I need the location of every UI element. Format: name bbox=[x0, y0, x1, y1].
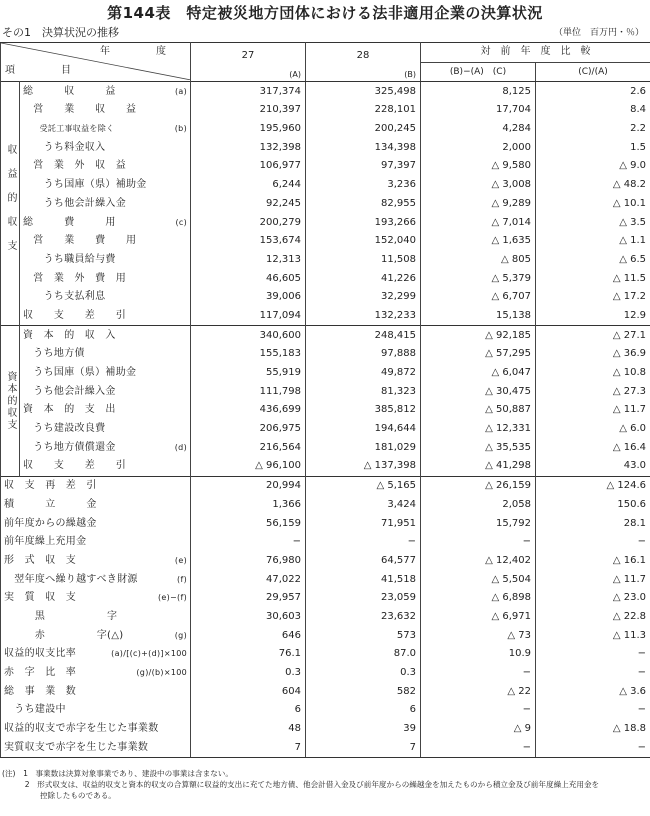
table-row bbox=[1, 457, 650, 476]
row-label bbox=[20, 438, 191, 457]
cell-a: 48 bbox=[191, 720, 306, 739]
cell-c: △ 7,014 bbox=[421, 213, 536, 232]
row-label bbox=[1, 701, 191, 720]
cell-r: △ 23.0 bbox=[536, 589, 650, 608]
table-row bbox=[1, 120, 650, 139]
cell-b: 32,299 bbox=[306, 288, 421, 307]
cell-b: 0.3 bbox=[306, 664, 421, 683]
row-label-text: 営 業 外 費 用 bbox=[23, 272, 126, 284]
table-row bbox=[1, 345, 650, 364]
row-label-text: 総 収 益 bbox=[23, 85, 116, 97]
cell-b: 39 bbox=[306, 720, 421, 739]
row-label-text: 営 業 収 益 bbox=[23, 104, 137, 116]
footnote-line: (注) 1 事業数は決算対象事業であり、建設中の事業は含まない。 bbox=[2, 769, 233, 778]
table-row bbox=[1, 364, 650, 383]
cell-r: △ 9.0 bbox=[536, 157, 650, 176]
cell-r: △ 11.7 bbox=[536, 401, 650, 420]
row-label bbox=[20, 138, 191, 157]
cell-a: 55,919 bbox=[191, 364, 306, 383]
cell-r: △ 3.6 bbox=[536, 682, 650, 701]
row-label-text: うち他会計繰入金 bbox=[23, 385, 116, 397]
row-label bbox=[20, 326, 191, 345]
page-title: 第144表 特定被災地方団体における法非適用企業の決算状況 bbox=[107, 4, 543, 22]
row-label-text: うち地方債償還金 bbox=[23, 441, 116, 453]
cell-c: 10.9 bbox=[421, 645, 536, 664]
table-row bbox=[1, 401, 650, 420]
cell-r: △ 11.7 bbox=[536, 570, 650, 589]
cell-r: △ 6.5 bbox=[536, 251, 650, 270]
cell-a: 0.3 bbox=[191, 664, 306, 683]
cell-a: − bbox=[191, 533, 306, 552]
cell-c: 8,125 bbox=[421, 82, 536, 101]
cell-r: − bbox=[536, 645, 650, 664]
cell-a: 210,397 bbox=[191, 101, 306, 120]
cell-a: 56,159 bbox=[191, 514, 306, 533]
row-label bbox=[1, 552, 191, 571]
row-label-text: 収 支 差 引 bbox=[23, 309, 126, 321]
cell-b: 3,424 bbox=[306, 496, 421, 515]
cell-r: 2.6 bbox=[536, 82, 650, 101]
cell-b: 3,236 bbox=[306, 176, 421, 195]
cell-a: 155,183 bbox=[191, 345, 306, 364]
table-row bbox=[1, 570, 650, 589]
table-row bbox=[1, 157, 650, 176]
cell-a: 1,366 bbox=[191, 496, 306, 515]
cell-a: 117,094 bbox=[191, 307, 306, 326]
row-label-text: 黒 字 bbox=[4, 610, 118, 622]
table-row bbox=[1, 608, 650, 627]
cell-r: 43.0 bbox=[536, 457, 650, 476]
cell-b: 97,397 bbox=[306, 157, 421, 176]
row-label-text: うち建設改良費 bbox=[23, 423, 106, 435]
header-diff: (B)−(A) (C) bbox=[421, 62, 536, 82]
cell-b: 41,518 bbox=[306, 570, 421, 589]
cell-a: 39,006 bbox=[191, 288, 306, 307]
row-label-text: 前年度繰上充用金 bbox=[4, 536, 87, 548]
settlement-table bbox=[0, 42, 650, 758]
group-label-revenue: 収益的収支 bbox=[1, 82, 20, 326]
table-row bbox=[1, 514, 650, 533]
cell-c: △ 9,289 bbox=[421, 195, 536, 214]
row-label bbox=[1, 720, 191, 739]
cell-a: 30,603 bbox=[191, 608, 306, 627]
table-row bbox=[1, 738, 650, 757]
cell-c: − bbox=[421, 701, 536, 720]
cell-r: △ 10.1 bbox=[536, 195, 650, 214]
row-label bbox=[20, 345, 191, 364]
cell-a: 76,980 bbox=[191, 552, 306, 571]
row-label-text: うち料金収入 bbox=[23, 141, 106, 153]
cell-r: △ 124.6 bbox=[536, 476, 650, 495]
cell-b: 582 bbox=[306, 682, 421, 701]
row-tag: (e)−(f) bbox=[157, 593, 187, 603]
table-row bbox=[1, 552, 650, 571]
row-label-text: うち国庫（県）補助金 bbox=[23, 367, 137, 379]
table-row bbox=[1, 213, 650, 232]
table-row bbox=[1, 682, 650, 701]
cell-r: △ 11.3 bbox=[536, 626, 650, 645]
cell-b: 194,644 bbox=[306, 420, 421, 439]
row-label bbox=[1, 608, 191, 627]
cell-c: 17,704 bbox=[421, 101, 536, 120]
cell-b: − bbox=[306, 533, 421, 552]
row-label bbox=[1, 533, 191, 552]
cell-c: △ 5,379 bbox=[421, 269, 536, 288]
row-label-text: 営 業 費 用 bbox=[23, 235, 137, 247]
cell-c: △ 41,298 bbox=[421, 457, 536, 476]
row-label bbox=[20, 157, 191, 176]
cell-c: △ 6,707 bbox=[421, 288, 536, 307]
cell-c: △ 30,475 bbox=[421, 382, 536, 401]
table-row bbox=[1, 288, 650, 307]
cell-r: △ 36.9 bbox=[536, 345, 650, 364]
cell-a: 200,279 bbox=[191, 213, 306, 232]
cell-a: 436,699 bbox=[191, 401, 306, 420]
cell-b: 23,632 bbox=[306, 608, 421, 627]
cell-a: 46,605 bbox=[191, 269, 306, 288]
cell-c: − bbox=[421, 738, 536, 757]
cell-c: △ 5,504 bbox=[421, 570, 536, 589]
row-label bbox=[1, 682, 191, 701]
row-label-text: 赤 字(△) bbox=[4, 629, 124, 641]
cell-c: △ 6,898 bbox=[421, 589, 536, 608]
row-label bbox=[20, 176, 191, 195]
table-row bbox=[1, 232, 650, 251]
row-label-text: うち建設中 bbox=[4, 704, 66, 716]
cell-c: − bbox=[421, 533, 536, 552]
row-tag: (d) bbox=[174, 442, 187, 452]
cell-c: 2,000 bbox=[421, 138, 536, 157]
table-row bbox=[1, 533, 650, 552]
row-label bbox=[20, 82, 191, 101]
table-row bbox=[1, 589, 650, 608]
row-label bbox=[20, 364, 191, 383]
row-label bbox=[20, 269, 191, 288]
header-diagonal-cell bbox=[1, 43, 191, 82]
row-label bbox=[1, 626, 191, 645]
cell-c: △ 12,402 bbox=[421, 552, 536, 571]
cell-r: − bbox=[536, 664, 650, 683]
table-row bbox=[1, 326, 650, 345]
row-label bbox=[1, 664, 191, 683]
cell-a: 12,313 bbox=[191, 251, 306, 270]
cell-r: 12.9 bbox=[536, 307, 650, 326]
cell-b: 152,040 bbox=[306, 232, 421, 251]
header-ratio: (C)/(A) bbox=[536, 62, 650, 82]
cell-a: 195,960 bbox=[191, 120, 306, 139]
footnote-line: 控除したものである。 bbox=[2, 791, 116, 800]
cell-r: △ 27.1 bbox=[536, 326, 650, 345]
cell-b: 132,233 bbox=[306, 307, 421, 326]
cell-r: △ 16.1 bbox=[536, 552, 650, 571]
cell-a: 20,994 bbox=[191, 476, 306, 495]
cell-r: − bbox=[536, 738, 650, 757]
cell-r: − bbox=[536, 533, 650, 552]
cell-c: △ 9 bbox=[421, 720, 536, 739]
row-label-text: 受託工事収益を除く bbox=[23, 124, 115, 134]
cell-b: 248,415 bbox=[306, 326, 421, 345]
row-label-text: うち地方債 bbox=[23, 348, 85, 360]
header-year2: 28 bbox=[306, 43, 421, 63]
row-label-text: うち他会計繰入金 bbox=[23, 197, 126, 209]
table-row bbox=[1, 195, 650, 214]
row-label bbox=[20, 195, 191, 214]
row-label bbox=[20, 101, 191, 120]
cell-r: △ 17.2 bbox=[536, 288, 650, 307]
header-nendo: 年 度 bbox=[100, 46, 184, 57]
row-label bbox=[20, 251, 191, 270]
table-row bbox=[1, 269, 650, 288]
row-label-text: 形 式 収 支 bbox=[4, 554, 77, 566]
header-sub-a: (A) bbox=[191, 62, 306, 82]
header-year1: 27 bbox=[191, 43, 306, 63]
header-compare: 対 前 年 度 比 較 bbox=[421, 43, 650, 63]
cell-b: 385,812 bbox=[306, 401, 421, 420]
cell-a: 153,674 bbox=[191, 232, 306, 251]
row-label-text: 前年度からの繰越金 bbox=[4, 517, 97, 529]
table-row bbox=[1, 101, 650, 120]
row-label bbox=[20, 307, 191, 326]
cell-r: △ 1.1 bbox=[536, 232, 650, 251]
row-label bbox=[20, 401, 191, 420]
cell-b: 573 bbox=[306, 626, 421, 645]
cell-c: △ 6,971 bbox=[421, 608, 536, 627]
cell-r: 1.5 bbox=[536, 138, 650, 157]
footnotes bbox=[2, 768, 648, 801]
row-label-text: 積 立 金 bbox=[4, 498, 97, 510]
row-tag: (a) bbox=[174, 86, 187, 96]
table-row bbox=[1, 438, 650, 457]
cell-c: △ 3,008 bbox=[421, 176, 536, 195]
row-label-text: 収 支 再 差 引 bbox=[4, 480, 97, 492]
row-label bbox=[20, 232, 191, 251]
cell-b: 181,029 bbox=[306, 438, 421, 457]
row-tag: (g) bbox=[174, 630, 187, 640]
table-row bbox=[1, 645, 650, 664]
table-subtitle: その1 決算状況の推移 bbox=[2, 26, 119, 39]
cell-b: △ 5,165 bbox=[306, 476, 421, 495]
table-row bbox=[1, 664, 650, 683]
row-label-text: 収 支 差 引 bbox=[23, 460, 126, 472]
cell-r: 8.4 bbox=[536, 101, 650, 120]
cell-c: △ 92,185 bbox=[421, 326, 536, 345]
cell-b: 97,888 bbox=[306, 345, 421, 364]
cell-r: △ 3.5 bbox=[536, 213, 650, 232]
cell-a: 6 bbox=[191, 701, 306, 720]
cell-c: 4,284 bbox=[421, 120, 536, 139]
row-label-text: 資 本 的 支 出 bbox=[23, 404, 116, 416]
cell-b: 200,245 bbox=[306, 120, 421, 139]
cell-r: △ 27.3 bbox=[536, 382, 650, 401]
row-label-text: 資 本 的 収 入 bbox=[23, 329, 116, 341]
cell-a: 216,564 bbox=[191, 438, 306, 457]
row-label bbox=[1, 514, 191, 533]
cell-c: 15,138 bbox=[421, 307, 536, 326]
cell-c: △ 9,580 bbox=[421, 157, 536, 176]
row-tag: (c) bbox=[175, 217, 187, 227]
row-tag: (b) bbox=[174, 124, 187, 134]
table-row bbox=[1, 626, 650, 645]
table-row bbox=[1, 420, 650, 439]
unit-label: （単位 百万円・％） bbox=[553, 28, 644, 38]
cell-b: 228,101 bbox=[306, 101, 421, 120]
row-label-text: 赤 字 比 率 bbox=[4, 667, 77, 679]
row-label bbox=[20, 120, 191, 139]
row-tag: (f) bbox=[177, 574, 187, 584]
row-label bbox=[20, 420, 191, 439]
cell-a: 604 bbox=[191, 682, 306, 701]
cell-b: 41,226 bbox=[306, 269, 421, 288]
cell-c: 2,058 bbox=[421, 496, 536, 515]
cell-r: △ 22.8 bbox=[536, 608, 650, 627]
cell-c: △ 57,295 bbox=[421, 345, 536, 364]
row-label-text: 収益的収支比率 bbox=[4, 648, 77, 660]
cell-b: 325,498 bbox=[306, 82, 421, 101]
cell-c: △ 35,535 bbox=[421, 438, 536, 457]
table-row bbox=[1, 720, 650, 739]
header-koumoku: 項 目 bbox=[5, 65, 89, 77]
cell-b: 23,059 bbox=[306, 589, 421, 608]
cell-r: − bbox=[536, 701, 650, 720]
row-tag: (e) bbox=[174, 555, 187, 565]
cell-r: △ 16.4 bbox=[536, 438, 650, 457]
row-label-text: 収益的収支で赤字を生じた事業数 bbox=[4, 723, 159, 735]
table-row bbox=[1, 176, 650, 195]
cell-b: 81,323 bbox=[306, 382, 421, 401]
cell-a: 47,022 bbox=[191, 570, 306, 589]
cell-r: 2.2 bbox=[536, 120, 650, 139]
cell-c: △ 805 bbox=[421, 251, 536, 270]
row-label-text: 翌年度へ繰り越すべき財源 bbox=[4, 573, 138, 585]
cell-a: 646 bbox=[191, 626, 306, 645]
table-row bbox=[1, 701, 650, 720]
row-label bbox=[1, 589, 191, 608]
row-label-text: 営 業 外 収 益 bbox=[23, 160, 126, 172]
cell-a: 340,600 bbox=[191, 326, 306, 345]
row-label bbox=[1, 738, 191, 757]
table-row bbox=[1, 82, 650, 101]
cell-r: △ 6.0 bbox=[536, 420, 650, 439]
cell-r: △ 18.8 bbox=[536, 720, 650, 739]
cell-a: △ 96,100 bbox=[191, 457, 306, 476]
row-tag: (g)/(b)×100 bbox=[136, 668, 187, 678]
cell-a: 76.1 bbox=[191, 645, 306, 664]
cell-a: 29,957 bbox=[191, 589, 306, 608]
row-label bbox=[1, 496, 191, 515]
header-sub-b: (B) bbox=[306, 62, 421, 82]
cell-a: 111,798 bbox=[191, 382, 306, 401]
footnote-line: 2 形式収支は、収益的収支と資本的収支の合算額に収益的支出に充てた地方債、他会計借入金及び前年度からの繰越金を加えたものから積立金及び前年度繰上充用金を bbox=[2, 780, 600, 789]
row-label bbox=[1, 645, 191, 664]
cell-c: △ 1,635 bbox=[421, 232, 536, 251]
row-label-text: うち職員給与費 bbox=[23, 253, 116, 265]
row-label-text: うち国庫（県）補助金 bbox=[23, 179, 147, 191]
cell-b: 6 bbox=[306, 701, 421, 720]
table-row bbox=[1, 251, 650, 270]
cell-b: △ 137,398 bbox=[306, 457, 421, 476]
row-label-text: 総 費 用 bbox=[23, 216, 116, 228]
cell-a: 317,374 bbox=[191, 82, 306, 101]
cell-c: − bbox=[421, 664, 536, 683]
cell-b: 7 bbox=[306, 738, 421, 757]
table-row bbox=[1, 476, 650, 495]
table-row bbox=[1, 496, 650, 515]
cell-a: 92,245 bbox=[191, 195, 306, 214]
cell-b: 87.0 bbox=[306, 645, 421, 664]
row-label-text: うち支払利息 bbox=[23, 291, 106, 303]
cell-b: 134,398 bbox=[306, 138, 421, 157]
group-label-capital: 資本的収支 bbox=[1, 326, 20, 477]
cell-a: 132,398 bbox=[191, 138, 306, 157]
cell-b: 49,872 bbox=[306, 364, 421, 383]
row-label bbox=[20, 213, 191, 232]
cell-c: △ 6,047 bbox=[421, 364, 536, 383]
row-label bbox=[20, 288, 191, 307]
cell-r: 28.1 bbox=[536, 514, 650, 533]
cell-c: △ 50,887 bbox=[421, 401, 536, 420]
row-label bbox=[20, 382, 191, 401]
cell-b: 82,955 bbox=[306, 195, 421, 214]
table-row bbox=[1, 382, 650, 401]
cell-a: 7 bbox=[191, 738, 306, 757]
cell-b: 193,266 bbox=[306, 213, 421, 232]
row-tag: (a)/[(c)+(d)]×100 bbox=[111, 649, 187, 659]
cell-c: △ 73 bbox=[421, 626, 536, 645]
row-label bbox=[1, 570, 191, 589]
cell-b: 71,951 bbox=[306, 514, 421, 533]
row-label bbox=[20, 457, 191, 476]
cell-c: △ 26,159 bbox=[421, 476, 536, 495]
cell-c: △ 22 bbox=[421, 682, 536, 701]
row-label bbox=[1, 476, 191, 495]
cell-r: △ 10.8 bbox=[536, 364, 650, 383]
row-label-text: 実質収支で赤字を生じた事業数 bbox=[4, 741, 149, 753]
cell-b: 11,508 bbox=[306, 251, 421, 270]
table-row bbox=[1, 307, 650, 326]
cell-c: △ 12,331 bbox=[421, 420, 536, 439]
cell-r: △ 48.2 bbox=[536, 176, 650, 195]
cell-b: 64,577 bbox=[306, 552, 421, 571]
cell-a: 106,977 bbox=[191, 157, 306, 176]
cell-c: 15,792 bbox=[421, 514, 536, 533]
row-label-text: 実 質 収 支 bbox=[4, 592, 77, 604]
cell-r: 150.6 bbox=[536, 496, 650, 515]
table-row bbox=[1, 138, 650, 157]
cell-r: △ 11.5 bbox=[536, 269, 650, 288]
cell-a: 6,244 bbox=[191, 176, 306, 195]
row-label-text: 総 事 業 数 bbox=[4, 685, 77, 697]
cell-a: 206,975 bbox=[191, 420, 306, 439]
